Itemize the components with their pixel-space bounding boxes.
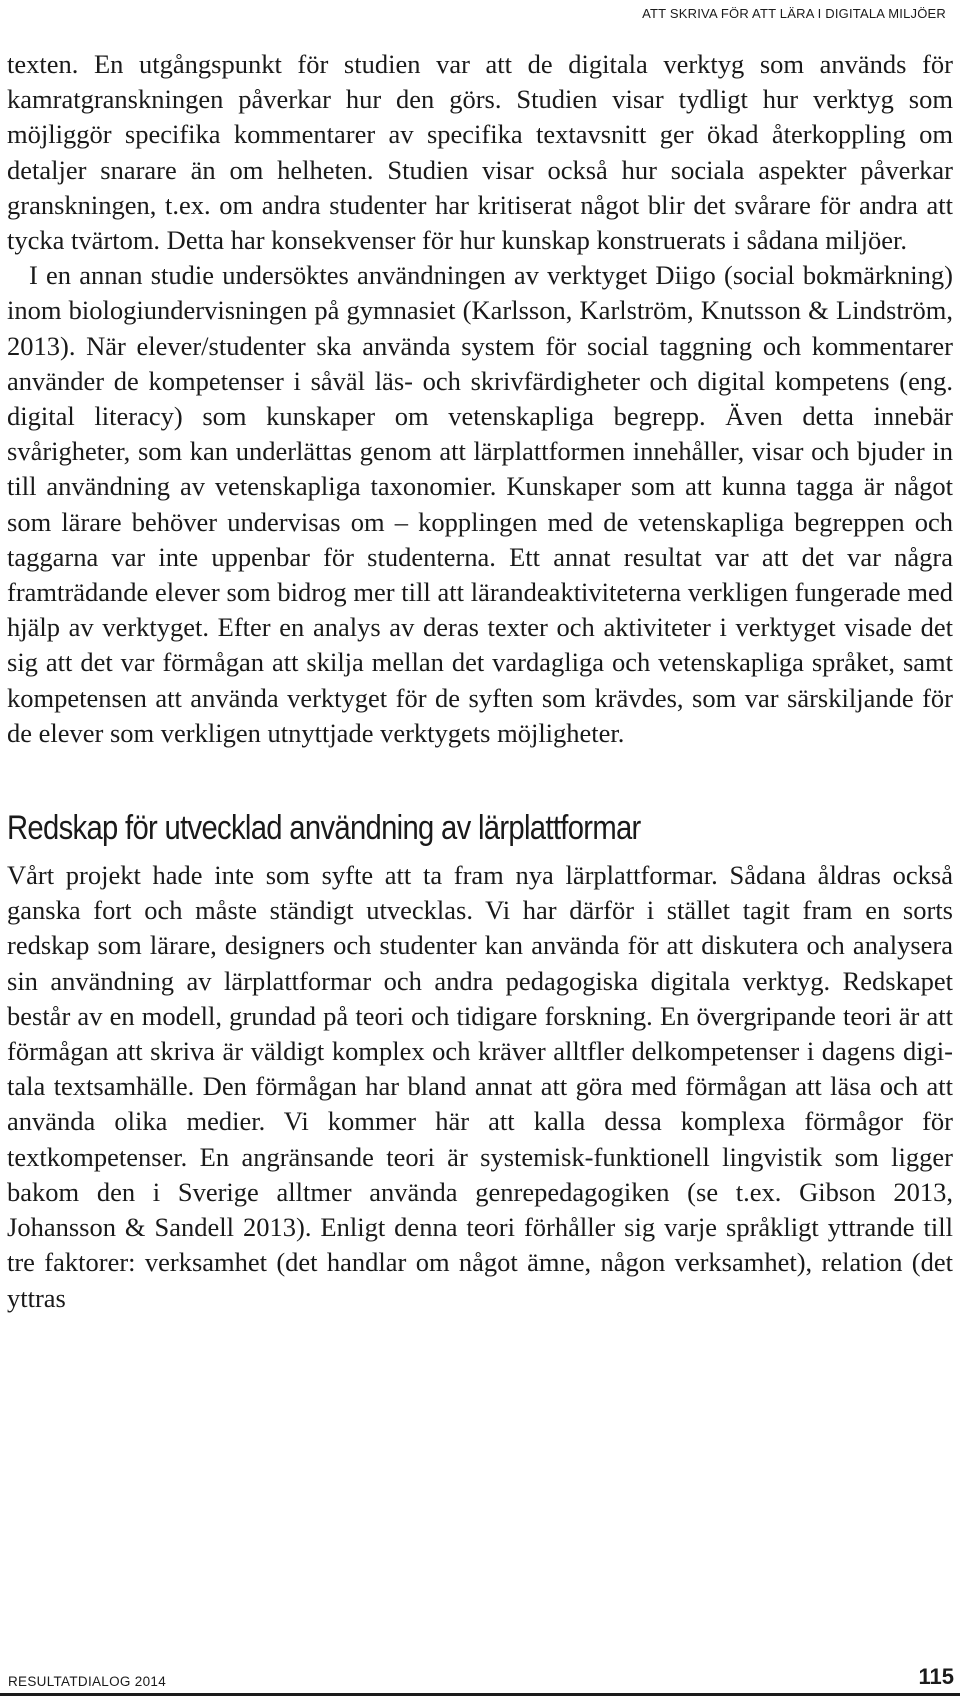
- page-body: [7, 47, 953, 1316]
- running-header: ATT SKRIVA FÖR ATT LÄRA I DIGITALA MILJÖER: [642, 6, 946, 21]
- footer-rule: [0, 1693, 960, 1696]
- body-paragraph: texten. En utgångspunkt för studien var att de digitala verktyg som används för kamratgranskningen påverkar hur den görs. Studien visar tydligt hur verktyg som möjliggör specifika kommentarer av specifika textavsnitt ger ökad återkoppling om detaljer snarare än om helheten. Studien visar också hur sociala aspekter påverkar granskningen, t.ex. om andra studenter har kritiserat något blir det svårare för andra att tycka tvärtom. Detta har konsekvenser för hur kunskap konstruerats i sådana miljöer.: [7, 49, 953, 256]
- footer-publication: RESULTATDIALOG 2014: [8, 1674, 167, 1689]
- section-heading: Redskap för utvecklad användning av lärplattformar: [7, 809, 641, 848]
- body-paragraph: Vårt projekt hade inte som syfte att ta fram nya lärplattformar. Sådana åldras också ganska fort och måste ständigt utvecklas. Vi har därför i stället tagit fram en sorts redskap som lärare, designers och studenter kan använda för att diskutera och analysera sin användning av lärplattformar och andra pedagogiska digitala verktyg. Redskapet består av en modell, grundad på teori och tidigare forskning. En övergripande teori är att förmågan att skriva är väldigt komplex och kräver alltfler delkompetenser i dagens digitala textsamhälle. Den förmågan har bland annat att göra med förmågan att läsa och att använda olika medier. Vi kommer här att kalla dessa komplexa förmågor för textkompetenser. En angränsande teori är systemisk-funktionell lingvistik som ligger bakom den i Sverige alltmer använda genrepedagogiken (se t.ex. Gibson 2013, Johansson & Sandell 2013). Enligt denna teori förhåller sig varje språkligt yttrande till tre faktorer: verksamhet (det handlar om något ämne, någon verksamhet), relation (det yttras: [7, 860, 953, 1313]
- body-paragraph: I en annan studie undersöktes användningen av verktyget Diigo (social bokmärkning) inom biologiundervisningen på gymnasiet (Karlsson, Karlström, Knutsson & Lindström, 2013). När elever/studenter ska använda system för social taggning och kommentarer använder de kompetenser i såväl läs- och skrivfärdigheter och digital kompetens (eng. digital literacy) som kunskaper om vetenskapliga begrepp. Även detta innebär svårigheter, som kan underlättas genom att lärplattformen innehåller, visar och bjuder in till användning av vetenskapliga taxonomier. Kunskaper som att kunna tagga är något som lärare behöver undervisas om – kopplingen med de vetenskapliga begreppen och taggarna var inte uppenbar för studenterna. Ett annat resultat var att det var några framträdande elever som bidrog mer till att lärandeaktiviteterna verkligen fungerade med hjälp av verktyget. Efter en analys av deras texter och aktiviteter i verktyget visade det sig att det var förmågan att skilja mellan det vardagliga och vetenskapliga språket, samt kompetensen att använda verktyget för de syften som krävdes, som var särskiljande för de elever som verkligen utnyttjade verktygets möjligheter.: [7, 260, 953, 748]
- page-number: 115: [918, 1664, 954, 1689]
